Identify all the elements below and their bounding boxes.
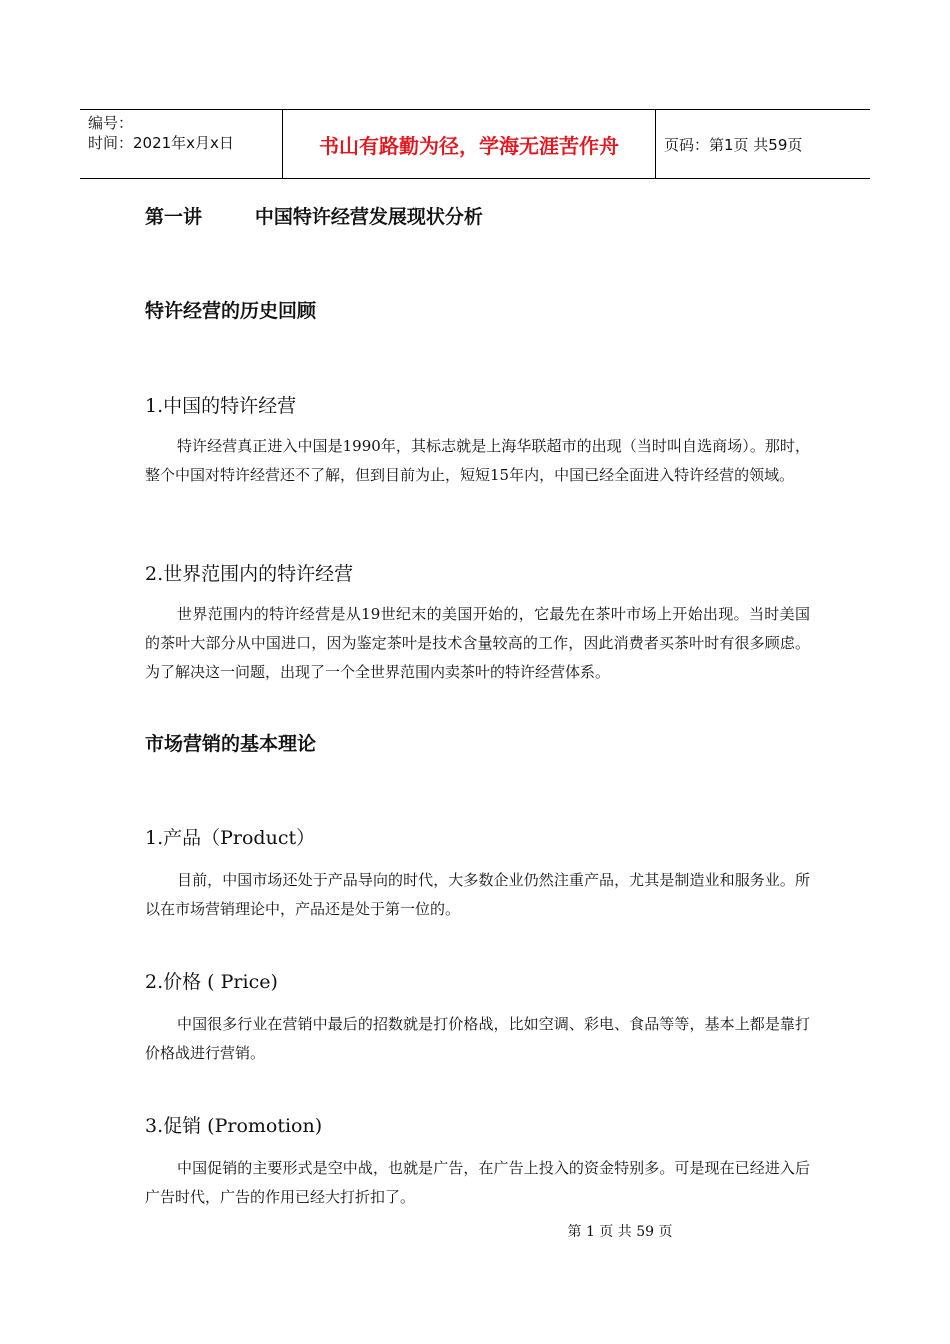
number-label: 编号： — [88, 114, 134, 132]
paragraph-promotion: 中国促销的主要形式是空中战，也就是广告，在广告上投入的资金特别多。可是现在已经进入后广告时代，广告的作用已经大打折扣了。 — [145, 1159, 810, 1206]
paragraph-china-franchise: 特许经营真正进入中国是1990年，其标志就是上海华联超市的出现（当时叫自选商场）。那时，整个中国对特许经营还不了解，但到目前为止，短短15年内，中国已经全面进入特许经营的领域。 — [145, 437, 810, 484]
paragraph-world-franchise: 世界范围内的特许经营是从19世纪末的美国开始的，它最先在茶叶市场上开始出现。当时美国的茶叶大部分从中国进口，因为鉴定茶叶是技术含量较高的工作，因此消费者买茶叶时有很多顾虑。为了解决这一问题，出现了一个全世界范围内卖茶叶的特许经营体系。 — [145, 605, 810, 681]
subheading-product: 1.产品（Product） — [145, 827, 316, 849]
header-meta — [80, 110, 280, 178]
section-heading-marketing: 市场营销的基本理论 — [145, 733, 317, 755]
subheading-promotion: 3.促销 (Promotion) — [145, 1115, 323, 1137]
subheading-price: 2.价格 ( Price) — [145, 971, 278, 993]
paragraph-price: 中国很多行业在营销中最后的招数就是打价格战，比如空调、彩电、食品等等，基本上都是靠打价格战进行营销。 — [145, 1015, 810, 1062]
header-motto-cell — [282, 110, 656, 178]
paragraph-product: 目前，中国市场还处于产品导向的时代，大多数企业仍然注重产品，尤其是制造业和服务业。所以在市场营销理论中，产品还是处于第一位的。 — [145, 871, 810, 918]
subheading-china-franchise: 1.中国的特许经营 — [145, 395, 297, 417]
motto: 书山有路勤为径，学海无涯苦作舟 — [319, 133, 619, 158]
header-page-info: 页码：第1页 共59页 — [664, 135, 803, 154]
page-header — [80, 109, 870, 179]
subheading-world-franchise: 2.世界范围内的特许经营 — [145, 563, 354, 585]
section-heading-history: 特许经营的历史回顾 — [145, 300, 317, 322]
page-footer: 第 1 页 共 59 页 — [567, 1224, 673, 1240]
document-title: 第一讲 中国特许经营发展现状分析 — [145, 206, 483, 228]
time-label: 时间：2021年x月x日 — [88, 134, 234, 152]
